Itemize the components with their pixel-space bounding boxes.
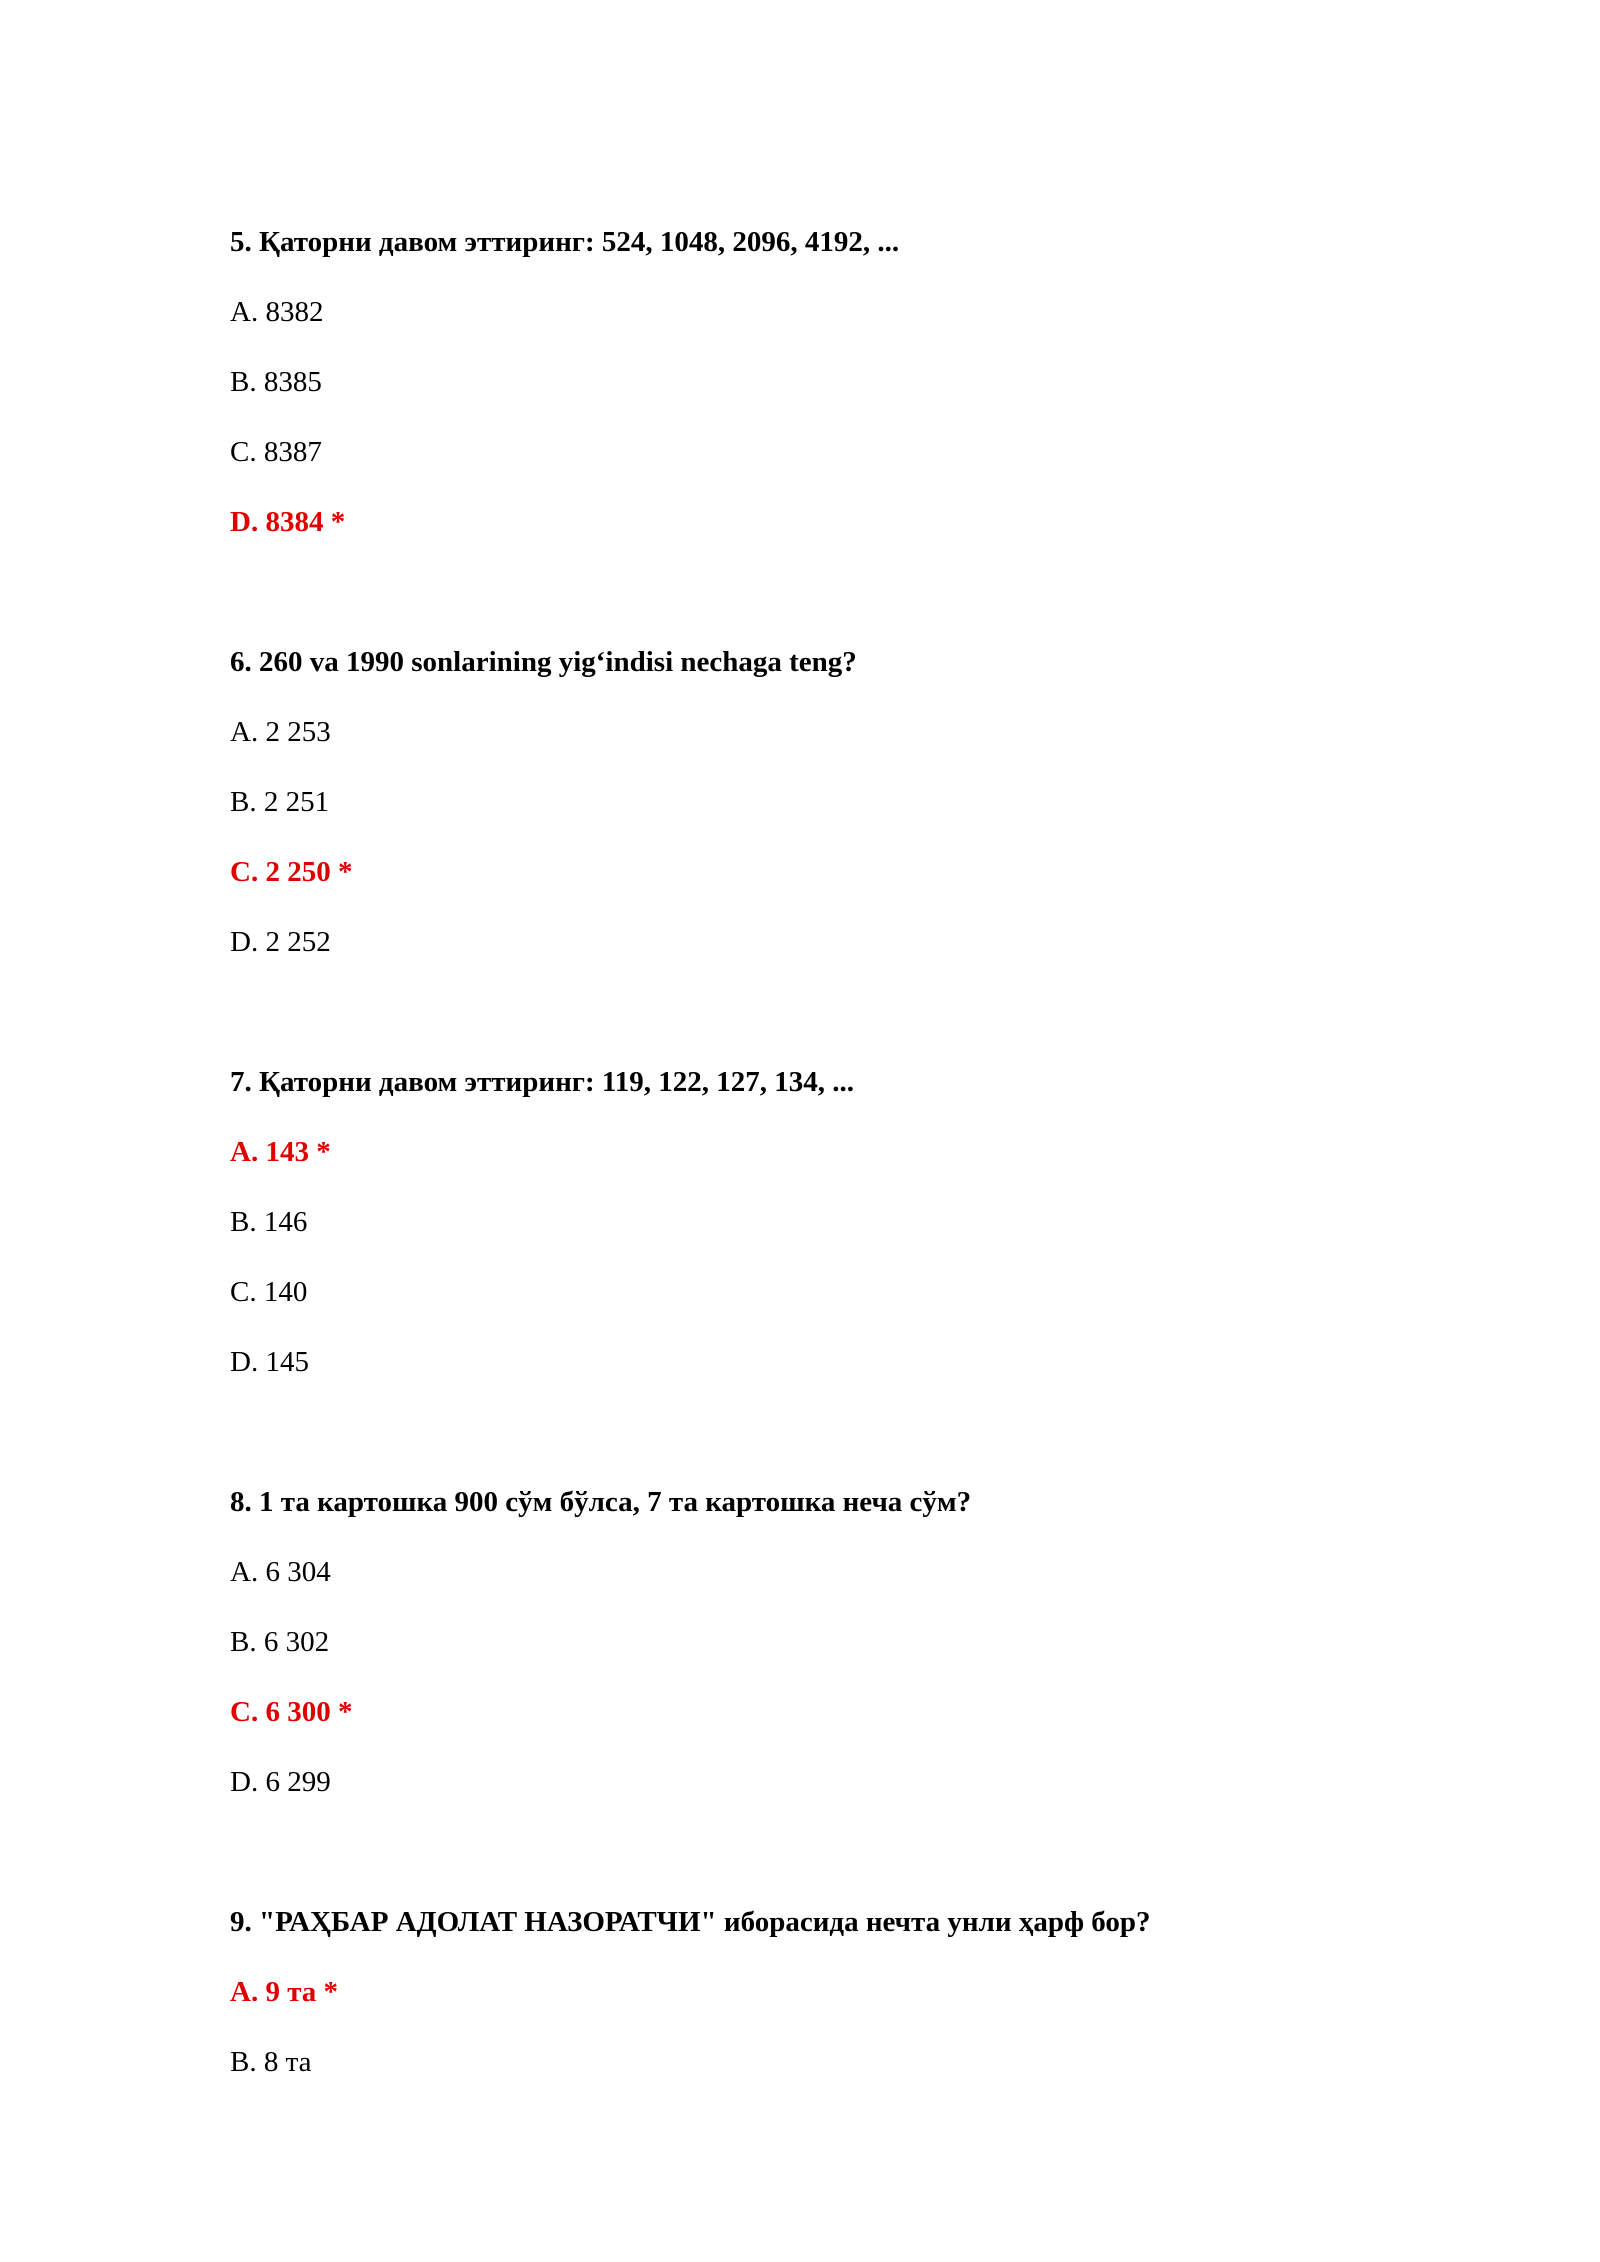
question-7-text: 7. Қаторни давом эттиринг: 119, 122, 127, 134, ... [230,1066,855,1098]
question-9-option-b: B. 8 та [230,2046,312,2078]
question-8-option-a: A. 6 304 [230,1556,331,1588]
question-6-option-c-correct: C. 2 250 * [230,856,353,888]
question-5-option-c: C. 8387 [230,436,322,468]
question-8-option-d: D. 6 299 [230,1766,331,1798]
question-5-option-b: B. 8385 [230,366,322,398]
question-9-text: 9. "РАҲБАР АДОЛАТ НАЗОРАТЧИ" иборасида нечта унли ҳарф бор? [230,1906,1151,1938]
question-6-option-d: D. 2 252 [230,926,331,958]
question-8-option-b: B. 6 302 [230,1626,330,1658]
question-6-text: 6. 260 va 1990 sonlarining yig‘indisi nechaga teng? [230,646,857,678]
question-5-option-d-correct: D. 8384 * [230,506,346,538]
question-7-option-c: C. 140 [230,1276,308,1308]
question-8-text: 8. 1 та картошка 900 сўм бўлса, 7 та картошка неча сўм? [230,1486,972,1518]
question-7-option-a-correct: A. 143 * [230,1136,331,1168]
question-5-text: 5. Қаторни давом эттиринг: 524, 1048, 2096, 4192, ... [230,226,900,258]
question-5-option-a: A. 8382 [230,296,324,328]
question-6-option-a: A. 2 253 [230,716,331,748]
question-9-option-a-correct: A. 9 та * [230,1976,339,2008]
question-8-option-c-correct: C. 6 300 * [230,1696,353,1728]
question-7-option-d: D. 145 [230,1346,309,1378]
question-6-option-b: B. 2 251 [230,786,330,818]
question-7-option-b: B. 146 [230,1206,308,1238]
